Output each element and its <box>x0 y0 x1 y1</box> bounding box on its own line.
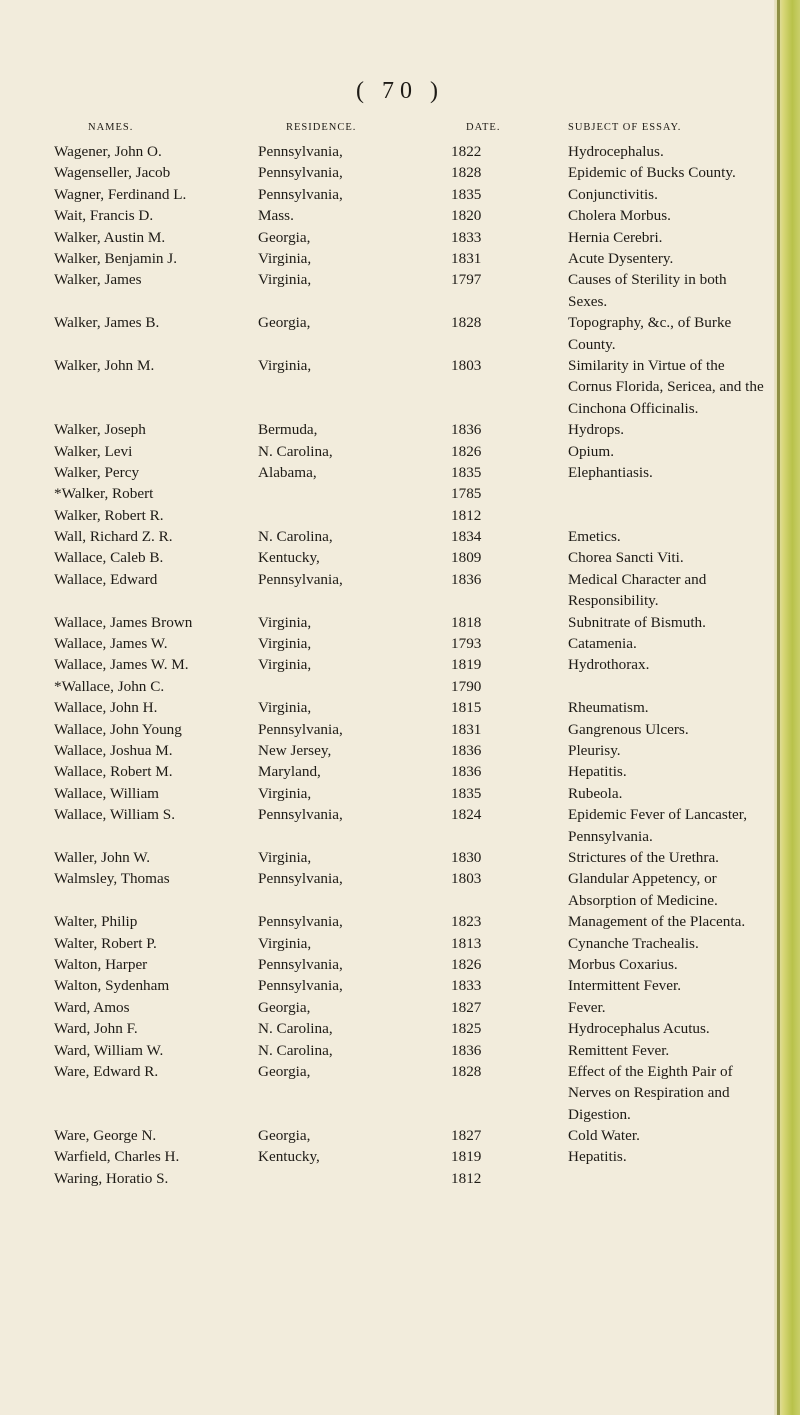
table-row <box>0 248 800 269</box>
entry-residence: N. Carolina, <box>258 528 333 546</box>
entry-date: 1833 <box>451 977 482 995</box>
entry-name: Walter, Philip <box>54 913 138 931</box>
entry-date: 1823 <box>451 913 482 931</box>
entry-name: Wall, Richard Z. R. <box>54 528 173 546</box>
entry-name: Wallace, John Young <box>54 720 182 738</box>
entry-residence: Bermuda, <box>258 421 318 439</box>
table-row <box>0 569 800 612</box>
entry-residence: Mass. <box>258 207 294 225</box>
entry-date: 1812 <box>451 506 482 524</box>
table-row <box>0 975 800 996</box>
entry-name: Warfield, Charles H. <box>54 1148 180 1166</box>
entry-residence: New Jersey, <box>258 742 332 759</box>
table-row <box>0 933 800 954</box>
entry-name: Waller, John W. <box>54 848 151 866</box>
table-row <box>0 847 800 868</box>
entry-date: 1831 <box>451 720 482 738</box>
entry-residence: Pennsylvania, <box>258 570 343 588</box>
entry-subject: Hernia Cerebri. <box>568 228 663 246</box>
entry-residence: Georgia, <box>258 1127 311 1145</box>
table-row <box>0 1168 800 1189</box>
table-row <box>0 1040 800 1061</box>
table-row <box>0 462 800 483</box>
entry-name: Waring, Horatio S. <box>54 1169 169 1187</box>
entry-date: 1819 <box>451 656 482 674</box>
table-row <box>0 547 800 568</box>
entry-name: Wagenseller, Jacob <box>54 164 171 182</box>
entry-subject: Cynanche Trachealis. <box>568 934 699 952</box>
entry-residence: Virginia, <box>258 271 312 289</box>
entry-subject: Acute Dysentery. <box>568 249 674 267</box>
entry-name: Walton, Harper <box>54 955 148 973</box>
entry-residence: Maryland, <box>258 763 321 781</box>
entry-subject: Hepatitis. <box>568 763 627 781</box>
entry-name: Wagner, Ferdinand L. <box>54 185 187 203</box>
entry-date: 1820 <box>451 207 482 225</box>
table-row <box>0 483 800 504</box>
header-date: DATE. <box>466 122 501 133</box>
entry-subject: Strictures of the Urethra. <box>568 848 719 866</box>
entry-residence: Pennsylvania, <box>258 143 343 160</box>
entry-date: 1836 <box>451 742 482 759</box>
entry-date: 1812 <box>451 1169 482 1187</box>
header-residence: RESIDENCE. <box>286 122 357 133</box>
entry-name: Ware, Edward R. <box>54 1062 159 1080</box>
table-row <box>0 1146 800 1167</box>
entry-date: 1815 <box>451 699 482 717</box>
entry-subject: Hydrocephalus. <box>568 143 664 160</box>
entry-date: 1836 <box>451 421 482 439</box>
entry-date: 1819 <box>451 1148 482 1166</box>
entry-date: 1818 <box>451 613 482 631</box>
entry-date: 1828 <box>451 314 482 332</box>
table-row <box>0 526 800 547</box>
entry-date: 1827 <box>451 998 482 1016</box>
entry-residence: Alabama, <box>258 463 317 481</box>
table-row <box>0 205 800 226</box>
entry-name: *Walker, Robert <box>54 485 154 503</box>
entry-date: 1835 <box>451 185 482 203</box>
entry-subject: Pleurisy. <box>568 742 621 759</box>
table-row <box>0 911 800 932</box>
table-row <box>0 612 800 633</box>
entry-date: 1803 <box>451 870 482 888</box>
entry-subject: Glandular Appetency, or Absorption of Medicine. <box>568 870 718 909</box>
entry-name: *Wallace, John C. <box>54 677 165 695</box>
entry-name: Ward, Amos <box>54 998 130 1016</box>
entry-name: Walton, Sydenham <box>54 977 170 995</box>
table-row <box>0 676 800 697</box>
entry-residence: Virginia, <box>258 356 312 374</box>
entry-residence: Virginia, <box>258 848 312 866</box>
entry-name: Ward, John F. <box>54 1020 138 1038</box>
entries-list <box>0 141 800 1189</box>
entry-date: 1833 <box>451 228 482 246</box>
entry-name: Wallace, Joshua M. <box>54 742 173 759</box>
entry-residence: Pennsylvania, <box>258 806 343 824</box>
entry-subject: Opium. <box>568 442 614 460</box>
entry-date: 1803 <box>451 356 482 374</box>
entry-date: 1785 <box>451 485 482 503</box>
entry-date: 1828 <box>451 164 482 182</box>
entry-residence: Virginia, <box>258 656 312 674</box>
entry-name: Wallace, William <box>54 784 159 802</box>
entry-name: Walter, Robert P. <box>54 934 157 952</box>
entry-name: Walker, Joseph <box>54 421 146 439</box>
entry-residence: Pennsylvania, <box>258 164 343 182</box>
entry-subject: Hydrothorax. <box>568 656 650 674</box>
table-row <box>0 633 800 654</box>
entry-subject: Hepatitis. <box>568 1148 627 1166</box>
entry-residence: N. Carolina, <box>258 1041 333 1059</box>
entry-date: 1825 <box>451 1020 482 1038</box>
entry-subject: Hydrocephalus Acutus. <box>568 1020 710 1038</box>
table-row <box>0 697 800 718</box>
entry-residence: N. Carolina, <box>258 442 333 460</box>
entry-date: 1836 <box>451 570 482 588</box>
table-row <box>0 441 800 462</box>
entry-name: Wallace, James W. <box>54 635 168 653</box>
header-subject: SUBJECT OF ESSAY. <box>568 122 682 133</box>
entry-name: Walmsley, Thomas <box>54 870 170 888</box>
entry-residence: Virginia, <box>258 699 312 717</box>
table-row <box>0 355 800 419</box>
entry-residence: Kentucky, <box>258 549 320 567</box>
entry-subject: Epidemic of Bucks County. <box>568 164 736 182</box>
entry-subject: Elephantiasis. <box>568 463 653 481</box>
table-row <box>0 654 800 675</box>
entry-residence: Virginia, <box>258 249 312 267</box>
table-row <box>0 419 800 440</box>
entry-date: 1826 <box>451 955 482 973</box>
entry-residence: Georgia, <box>258 314 311 332</box>
table-row <box>0 312 800 355</box>
entry-date: 1834 <box>451 528 482 546</box>
entry-residence: Virginia, <box>258 635 312 653</box>
entry-subject: Emetics. <box>568 528 621 546</box>
entry-residence: Pennsylvania, <box>258 720 343 738</box>
entry-residence: Kentucky, <box>258 1148 320 1166</box>
entry-name: Wait, Francis D. <box>54 207 154 225</box>
entry-name: Walker, Levi <box>54 442 133 460</box>
table-header <box>0 122 800 138</box>
table-row <box>0 141 800 162</box>
table-row <box>0 954 800 975</box>
entry-residence: Georgia, <box>258 1062 311 1080</box>
entry-name: Wallace, John H. <box>54 699 158 717</box>
entry-name: Wallace, James W. M. <box>54 656 189 674</box>
entry-name: Walker, Benjamin J. <box>54 249 178 267</box>
entry-date: 1809 <box>451 549 482 567</box>
entry-residence: Georgia, <box>258 998 311 1016</box>
entry-subject: Gangrenous Ulcers. <box>568 720 689 738</box>
table-row <box>0 162 800 183</box>
entry-name: Walker, James <box>54 271 142 289</box>
entry-name: Wallace, Edward <box>54 570 158 588</box>
entry-date: 1827 <box>451 1127 482 1145</box>
table-row <box>0 783 800 804</box>
table-row <box>0 997 800 1018</box>
entry-subject: Similarity in Virtue of the Cornus Florida, Sericea, and the Cinchona Officinalis. <box>568 356 764 417</box>
entry-date: 1790 <box>451 677 482 695</box>
entry-subject: Medical Character and Responsibility. <box>568 570 707 610</box>
entry-name: Wallace, James Brown <box>54 613 193 631</box>
entry-residence: Pennsylvania, <box>258 955 343 973</box>
entry-subject: Chorea Sancti Viti. <box>568 549 684 567</box>
entry-subject: Rubeola. <box>568 784 623 802</box>
entry-subject: Conjunctivitis. <box>568 185 658 203</box>
entry-residence: Pennsylvania, <box>258 870 343 888</box>
entry-date: 1836 <box>451 1041 482 1059</box>
entry-subject: Topography, &c., of Burke County. <box>568 314 732 353</box>
table-row <box>0 761 800 782</box>
entry-name: Wallace, William S. <box>54 806 176 824</box>
entry-date: 1828 <box>451 1062 482 1080</box>
entry-subject: Fever. <box>568 998 606 1016</box>
entry-subject: Hydrops. <box>568 421 625 439</box>
entry-date: 1793 <box>451 635 482 653</box>
entry-residence: N. Carolina, <box>258 1020 333 1038</box>
entry-subject: Intermittent Fever. <box>568 977 682 995</box>
entry-name: Wallace, Caleb B. <box>54 549 164 567</box>
entry-name: Wagener, John O. <box>54 143 162 160</box>
entry-subject: Rheumatism. <box>568 699 649 717</box>
page-number: ( 70 ) <box>356 78 444 104</box>
entry-residence: Pennsylvania, <box>258 977 343 995</box>
entry-subject: Subnitrate of Bismuth. <box>568 613 706 631</box>
entry-date: 1822 <box>451 143 482 160</box>
entry-date: 1813 <box>451 934 482 952</box>
entry-date: 1835 <box>451 463 482 481</box>
entry-name: Walker, Austin M. <box>54 228 166 246</box>
entry-subject: Remittent Fever. <box>568 1041 670 1059</box>
table-row <box>0 1018 800 1039</box>
entry-residence: Pennsylvania, <box>258 913 343 931</box>
entry-subject: Management of the Placenta. <box>568 913 746 931</box>
entry-name: Walker, Robert R. <box>54 506 164 524</box>
table-row <box>0 868 800 911</box>
entry-residence: Virginia, <box>258 784 312 802</box>
entry-subject: Effect of the Eighth Pair of Nerves on Respiration and Digestion. <box>568 1062 733 1123</box>
table-row <box>0 740 800 761</box>
entry-subject: Morbus Coxarius. <box>568 955 678 973</box>
entry-date: 1836 <box>451 763 482 781</box>
header-names: NAMES. <box>88 122 134 133</box>
table-row <box>0 269 800 312</box>
entry-subject: Catamenia. <box>568 635 637 653</box>
entry-residence: Virginia, <box>258 934 312 952</box>
entry-name: Walker, James B. <box>54 314 160 332</box>
entry-date: 1835 <box>451 784 482 802</box>
entry-residence: Georgia, <box>258 228 311 246</box>
entry-subject: Epidemic Fever of Lancaster, Pennsylvania. <box>568 806 748 845</box>
entry-subject: Causes of Sterility in both Sexes. <box>568 271 727 310</box>
entry-subject: Cold Water. <box>568 1127 640 1145</box>
table-row <box>0 184 800 205</box>
entry-name: Walker, John M. <box>54 356 155 374</box>
entry-name: Ward, William W. <box>54 1041 164 1059</box>
entry-residence: Virginia, <box>258 613 312 631</box>
entry-name: Ware, George N. <box>54 1127 157 1145</box>
entry-date: 1826 <box>451 442 482 460</box>
table-row <box>0 1061 800 1125</box>
table-row <box>0 804 800 847</box>
entry-date: 1830 <box>451 848 482 866</box>
page-edge-shadow <box>777 0 780 1415</box>
entry-date: 1831 <box>451 249 482 267</box>
entry-date: 1824 <box>451 806 482 824</box>
entry-date: 1797 <box>451 271 482 289</box>
table-row <box>0 1125 800 1146</box>
entry-name: Wallace, Robert M. <box>54 763 173 781</box>
table-row <box>0 227 800 248</box>
table-row <box>0 505 800 526</box>
table-row <box>0 719 800 740</box>
entry-subject: Cholera Morbus. <box>568 207 671 225</box>
entry-name: Walker, Percy <box>54 463 140 481</box>
entry-residence: Pennsylvania, <box>258 185 343 203</box>
